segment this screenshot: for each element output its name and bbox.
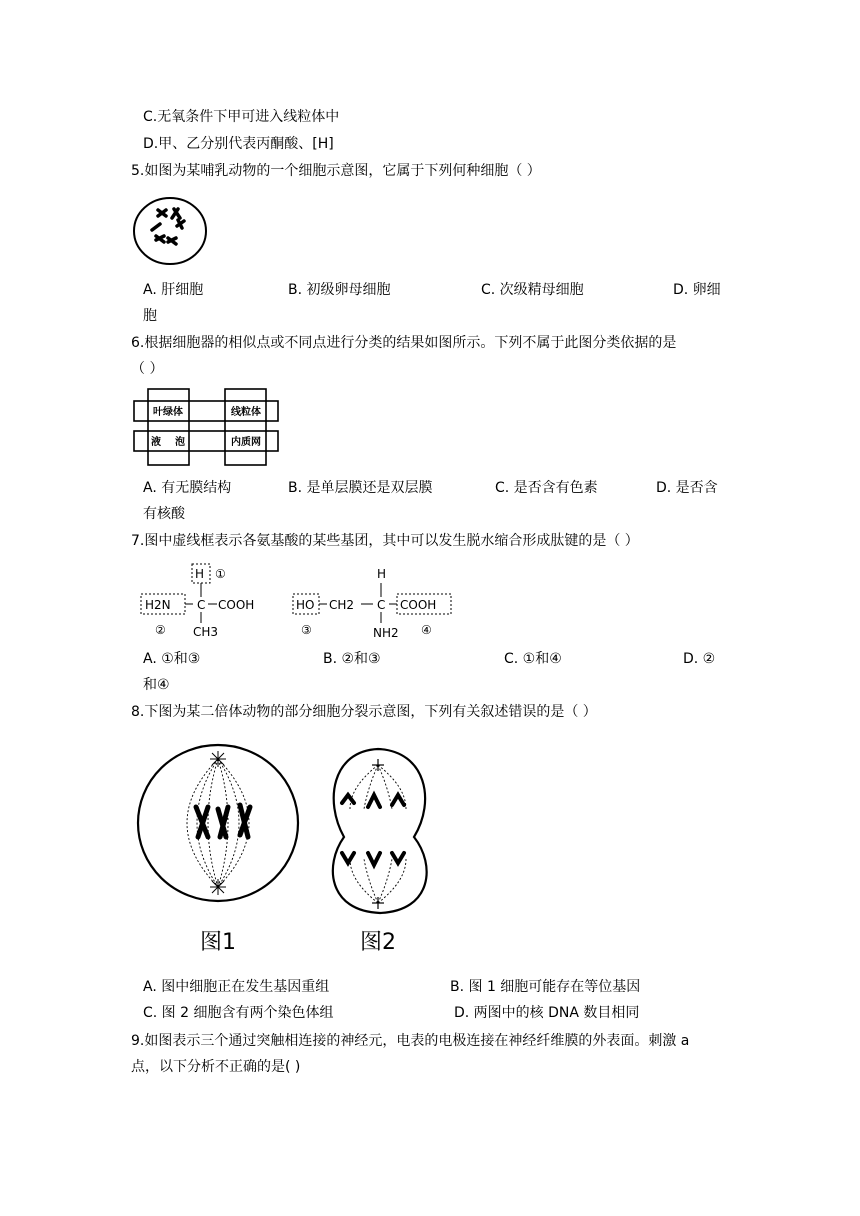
q6-cell-chloroplast: 叶绿体 — [153, 407, 183, 418]
q6-cell-mitochondria: 线粒体 — [231, 407, 261, 418]
q7-option-c: C. ①和④ — [504, 651, 562, 667]
q6-cell-vacuole: 液 泡 — [151, 437, 185, 448]
q6-classification-figure — [131, 386, 283, 468]
q8-stem: 8.下图为某二倍体动物的部分细胞分裂示意图，下列有关叙述错误的是（ ） — [131, 704, 597, 720]
q7-option-a: A. ①和③ — [143, 651, 201, 667]
q5-stem: 5.如图为某哺乳动物的一个细胞示意图，它属于下列何种细胞（ ） — [131, 163, 541, 179]
q4-option-c: C.无氧条件下甲可进入线粒体中 — [143, 109, 340, 125]
q8-option-d: D. 两图中的核 DNA 数目相同 — [454, 1005, 640, 1021]
q7-hydroxyl-group: HO — [296, 598, 315, 612]
q7-amino-acid-figure — [131, 561, 461, 643]
q7-marker-1: ① — [215, 567, 226, 581]
q5-option-a: A. 肝细胞 — [143, 282, 204, 298]
q7-marker-4: ④ — [421, 623, 432, 637]
q7-option-d-wrap: 和④ — [143, 677, 170, 693]
q9-stem-cont: 点，以下分析不正确的是( ) — [131, 1059, 301, 1075]
q7-h-2: H — [377, 567, 387, 581]
q5-option-d-wrap: 胞 — [143, 308, 157, 324]
q6-stem: 6.根据细胞器的相似点或不同点进行分类的结果如图所示。下列不属于此图分类依据的是 — [131, 335, 677, 351]
q8-option-c: C. 图 2 细胞含有两个染色体组 — [143, 1005, 334, 1021]
q6-option-d-wrap: 有核酸 — [143, 506, 185, 522]
q6-option-c: C. 是否含有色素 — [495, 480, 598, 496]
q7-carboxyl-1: COOH — [218, 598, 255, 612]
q7-alpha-carbon-1: C — [197, 598, 206, 612]
q5-option-d: D. 卵细 — [673, 282, 721, 298]
q7-nh2: NH2 — [373, 626, 399, 640]
q6-cell-er: 内质网 — [231, 437, 261, 448]
q9-stem: 9.如图表示三个通过突触相连接的神经元，电表的电极连接在神经纤维膜的外表面。刺激 a — [131, 1033, 690, 1049]
q7-option-b: B. ②和③ — [323, 651, 381, 667]
q6-option-a: A. 有无膜结构 — [143, 480, 232, 496]
q7-option-d: D. ② — [683, 651, 716, 667]
q4-option-d: D.甲、乙分别代表丙酮酸、[H] — [143, 136, 334, 152]
q7-alpha-carbon-2: C — [377, 598, 386, 612]
q5-cell-figure — [132, 196, 210, 268]
q7-h-group: H — [195, 567, 205, 581]
q7-stem: 7.图中虚线框表示各氨基酸的某些基团，其中可以发生脱水缩合形成肽键的是（ ） — [131, 533, 639, 549]
q8-option-b: B. 图 1 细胞可能存在等位基因 — [450, 979, 641, 995]
q8-figure-1-label: 图1 — [200, 930, 236, 955]
q7-ch2: CH2 — [329, 598, 355, 612]
q7-amino-group: H2N — [145, 598, 171, 612]
q8-option-a: A. 图中细胞正在发生基因重组 — [143, 979, 330, 995]
q5-option-c: C. 次级精母细胞 — [481, 282, 584, 298]
q5-option-b: B. 初级卵母细胞 — [288, 282, 391, 298]
q6-option-d: D. 是否含 — [656, 480, 718, 496]
q6-option-b: B. 是单层膜还是双层膜 — [288, 480, 433, 496]
q7-marker-3: ③ — [301, 623, 312, 637]
q7-carboxyl-group: COOH — [400, 598, 437, 612]
q8-cell-division-figure — [136, 741, 436, 956]
q7-marker-2: ② — [155, 623, 166, 637]
q7-methyl: CH3 — [193, 625, 219, 639]
q6-stem-paren: （ ） — [131, 361, 164, 377]
q8-figure-2-label: 图2 — [360, 930, 396, 955]
